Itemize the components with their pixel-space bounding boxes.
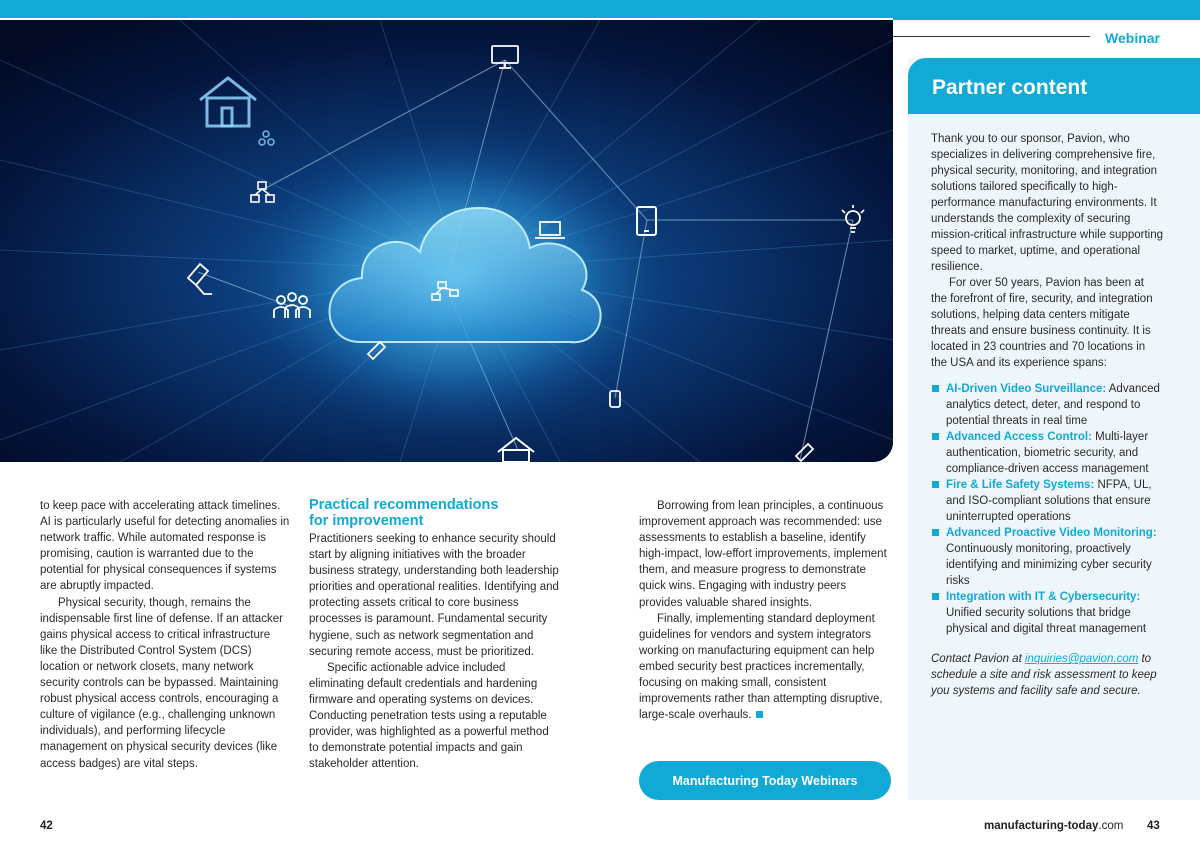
article-column-1: [40, 498, 290, 772]
top-accent-bar-right: [893, 16, 1200, 20]
site-tld: .com: [1098, 820, 1124, 832]
contact-email-link[interactable]: inquiries@pavion.com: [1024, 653, 1139, 665]
subheading-line-1: Practical recommendations: [309, 497, 499, 513]
sidebar-history: For over 50 years, Pavion has been at the forefront of fire, security, and integration solutions, helping data centers mitigate threats and ensure business continuity. It is located in 23 countries and 70 locations in the USA and its experience spans:: [931, 277, 1153, 369]
subheading-line-2: for improvement: [309, 513, 424, 529]
sidebar-title: Partner content: [908, 58, 1200, 114]
bullet-icon: [932, 593, 939, 600]
paragraph: to keep pace with accelerating attack timelines. AI is particularly useful for detecting anomalies in network traffic. While automated response is promising, caution is warranted due to the potential for physical consequences if systems are abruptly impacted.: [40, 500, 290, 593]
article-column-2: [309, 497, 559, 772]
paragraph: Practitioners seeking to enhance security should start by aligning initiatives with the broader business strategy, understanding both leadership priorities and operational realities. Identifying and protecting assets critical to core business processes is paramount. Fundamental security hygiene, such as network segmentation and securing remote access, must be prioritized.: [309, 533, 559, 658]
sidebar-body: [931, 131, 1163, 699]
subheading: [309, 497, 559, 529]
list-item-text: Unified security solutions that bridge physical and digital threat management: [946, 607, 1147, 635]
bullet-icon: [932, 481, 939, 488]
list-item-text: Advanced analytics detect, deter, and respond to potential threats in real time: [946, 383, 1160, 427]
article-column-3: [639, 498, 891, 723]
section-label: Webinar: [1105, 30, 1160, 46]
list-item-text: Continuously monitoring, proactively identifying and minimizing cyber security risks: [946, 543, 1152, 587]
list-item-label: AI-Driven Video Surveillance:: [946, 383, 1107, 395]
cloud-network-illustration: [0, 20, 893, 462]
list-item: [931, 589, 1163, 637]
webinars-button[interactable]: Manufacturing Today Webinars: [639, 761, 891, 800]
page-number-left: 42: [40, 820, 53, 832]
paragraph: Specific actionable advice included eliminating default credentials and hardening firmware and operating systems on devices. Conducting penetration tests using a reputable provider, was highlighted as a powerful method to demonstrate potential impacts and gain stakeholder attention.: [309, 661, 549, 771]
bullet-icon: [932, 385, 939, 392]
list-item-text: NFPA, UL, and ISO-compliant solutions that ensure uninterrupted operations: [946, 479, 1152, 523]
list-item-label: Integration with IT & Cybersecurity:: [946, 591, 1141, 603]
list-item-text: Multi-layer authentication, biometric security, and compliance-driven access management: [946, 431, 1149, 475]
list-item: [931, 525, 1163, 589]
sidebar-intro: Thank you to our sponsor, Pavion, who specializes in delivering comprehensive fire, physical security, monitoring, and integration solutions tailored specifically to high-performance manufacturing environments. It understands the complexity of securing mission-critical infrastructure while supporting speed to market, uptime, and operational resilience.: [931, 133, 1163, 273]
contact-prefix: Contact Pavion at: [931, 653, 1025, 665]
list-item-label: Fire & Life Safety Systems:: [946, 479, 1095, 491]
contact-suffix: to schedule a site and risk assessment to keep you systems and facility safe and secure.: [931, 653, 1157, 697]
site-name: manufacturing-today: [984, 820, 1099, 832]
list-item-label: Advanced Proactive Video Monitoring:: [946, 527, 1157, 539]
list-item: [931, 381, 1163, 429]
paragraph: [639, 611, 891, 724]
end-of-article-mark: [756, 711, 763, 718]
bullet-icon: [932, 433, 939, 440]
bullet-icon: [932, 529, 939, 536]
paragraph-text: Finally, implementing standard deployment guidelines for vendors and system integrators working on manufacturing equipment can help embed security best practices incrementally, focusing on making small, consistent improvements rather than attempting disruptive, large-scale overhauls.: [639, 612, 883, 722]
page-number-right: 43: [1147, 820, 1160, 832]
paragraph: Borrowing from lean principles, a continuous improvement approach was recommended: use assessments to establish a baseline, identify high-impact, low-effort improvements, implement them, and measure progress to demonstrate quick wins. Engaging with industry peers provides valuable shared insights.: [639, 500, 887, 609]
site-url: [984, 820, 1123, 832]
services-list: [931, 381, 1163, 637]
list-item: [931, 429, 1163, 477]
paragraph: Physical security, though, remains the indispensable first line of defense. If an attacker gains physical access to critical infrastructure like the Distributed Control System (DCS) location or network closets, many network security controls can be bypassed. Maintaining robust physical access controls, encouraging a culture of vigilance (e.g., challenging unknown individuals), and performing lifecycle management on physical security devices (like access badges) are vital steps.: [40, 596, 283, 770]
list-item: [931, 477, 1163, 525]
hero-image: [0, 20, 893, 462]
list-item-label: Advanced Access Control:: [946, 431, 1092, 443]
sidebar-contact: [931, 651, 1163, 699]
